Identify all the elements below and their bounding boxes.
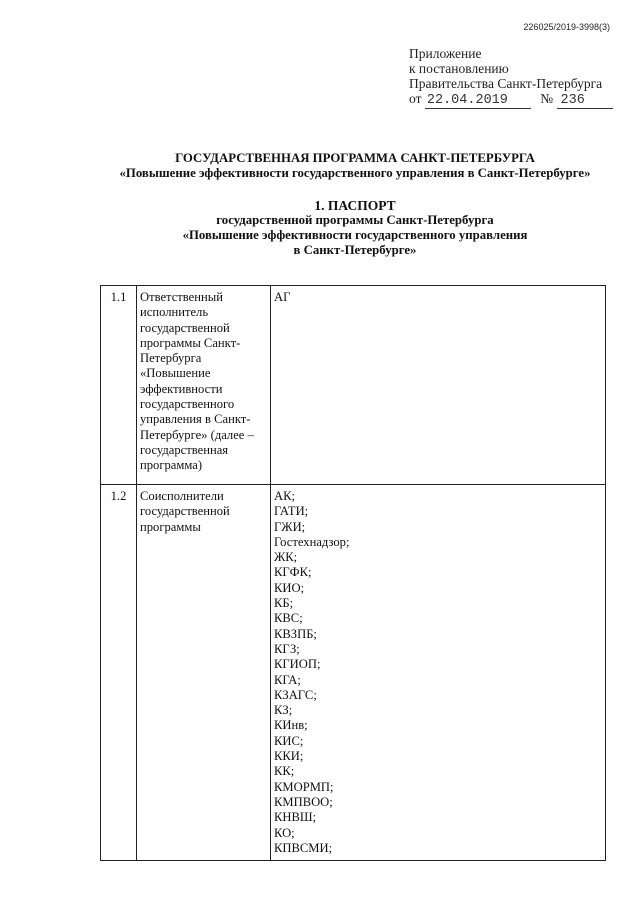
- document-id: 226025/2019-3998(3): [523, 22, 610, 32]
- resolution-number: 236: [557, 93, 613, 109]
- value-item: ККИ;: [274, 749, 304, 764]
- resolution-date: 22.04.2019: [425, 93, 531, 109]
- value-item: КЗ;: [274, 703, 293, 718]
- passport-subtitle-3: в Санкт-Петербурге»: [293, 243, 417, 257]
- row-number: 1.2: [101, 485, 137, 861]
- value-item: КИС;: [274, 733, 304, 748]
- appendix-block: [409, 46, 613, 109]
- value-item: КК;: [274, 764, 295, 779]
- value-item: ЖК;: [274, 550, 298, 565]
- value-item: КЗАГС;: [274, 687, 317, 702]
- value-item: КВЗПБ;: [274, 626, 317, 641]
- value-item: Гостехнадзор;: [274, 534, 350, 549]
- program-title: ГОСУДАРСТВЕННАЯ ПРОГРАММА САНКТ-ПЕТЕРБУРГА: [175, 151, 535, 165]
- value-item: КГА;: [274, 672, 301, 687]
- appendix-date-line: [409, 91, 613, 109]
- value-item: КО;: [274, 825, 295, 840]
- value-item: ГЖИ;: [274, 519, 306, 534]
- date-prefix: от: [409, 91, 422, 106]
- value-item: АК;: [274, 489, 295, 503]
- program-subtitle: «Повышение эффективности государственного управления в Санкт-Петербурге»: [119, 166, 591, 180]
- value-item: КМПВОО;: [274, 794, 333, 809]
- row-number: 1.1: [101, 286, 137, 485]
- value-item: КНВШ;: [274, 810, 317, 825]
- passport-title: 1. ПАСПОРТ: [314, 198, 396, 213]
- program-heading: [60, 151, 640, 181]
- value-item: КИнв;: [274, 718, 308, 733]
- value-item: ГАТИ;: [274, 504, 309, 519]
- value-item: КВС;: [274, 611, 303, 626]
- passport-table: [100, 285, 606, 861]
- appendix-line-1: Приложение: [409, 46, 482, 61]
- appendix-line-2: к постановлению: [409, 61, 509, 76]
- value-item: КГФК;: [274, 565, 312, 580]
- table-row: [101, 286, 606, 485]
- table-row: [101, 485, 606, 861]
- passport-subtitle-2: «Повышение эффективности государственного управления: [182, 228, 528, 242]
- value-item: КМОРМП;: [274, 779, 334, 794]
- passport-heading: [60, 198, 640, 258]
- value-item: АГ: [274, 290, 291, 304]
- row-value: [271, 286, 606, 485]
- number-sign: №: [540, 91, 554, 106]
- row-value-list: [271, 485, 606, 861]
- value-item: КГИОП;: [274, 657, 321, 672]
- value-item: КИО;: [274, 580, 305, 595]
- value-item: КБ;: [274, 596, 294, 611]
- passport-subtitle-1: государственной программы Санкт-Петербурга: [216, 213, 494, 227]
- row-label: Ответственный исполнитель государственной программы Санкт-Петербурга «Повышение эффективности государственного управления в Санкт-Петербурге» (далее – государственная программа): [137, 286, 271, 485]
- appendix-line-3: Правительства Санкт-Петербурга: [409, 76, 603, 91]
- value-item: КГЗ;: [274, 641, 300, 656]
- row-label: Соисполнители государственной программы: [137, 485, 271, 861]
- value-item: КПВСМИ;: [274, 840, 333, 855]
